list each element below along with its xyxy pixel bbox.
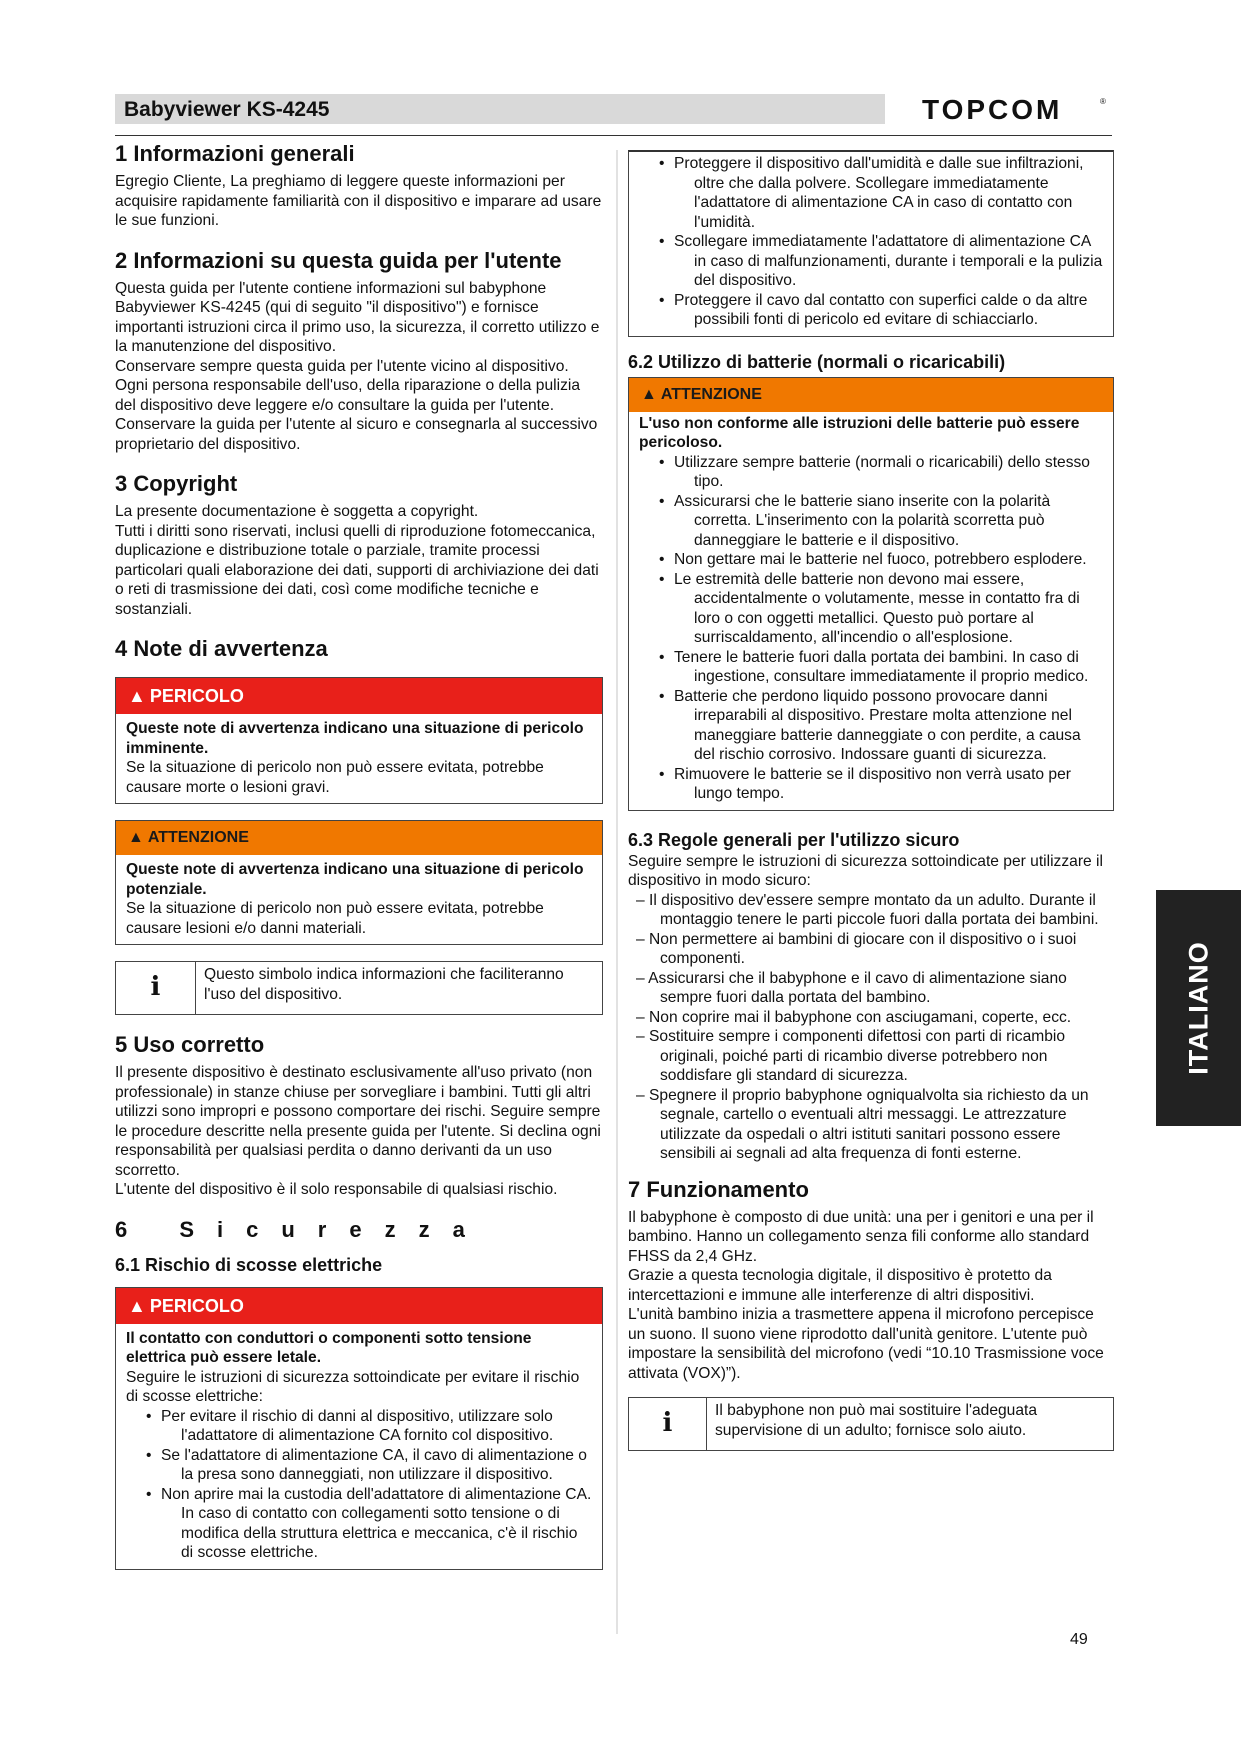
caution-bold-text: Queste note di avvertenza indicano una situazione di pericolo potenziale. [126,861,584,898]
section-4 [115,635,603,1015]
safe-use-list [628,891,1114,1164]
warning-triangle-icon: ▲ [128,686,146,706]
section-6-3-title: 6.3 Regole generali per l'utilizzo sicuro [628,829,960,850]
warning-triangle-icon: ▲ [641,385,657,403]
caution-text: Se la situazione di pericolo non può essere evitata, potrebbe causare lesioni e/o danni materiali. [126,900,544,937]
section-2-body-1: Questa guida per l'utente contiene informazioni sul babyphone Babyviewer KS-4245 (qui di seguito "il dispositivo") e fornisce importanti istruzioni circa il primo uso, la sicurezza, il corretto utilizzo e la manutenzione del dispositivo. [115,279,600,355]
list-item: – Non permettere ai bambini di giocare con il dispositivo o i suoi componenti. [636,930,1077,967]
section-3-title: 3 Copyright [115,471,238,496]
info-box [628,1397,1114,1451]
list-item: • Rimuovere le batterie se il dispositivo non verrà usato per lungo tempo. [659,765,1071,802]
danger-box [115,677,603,804]
section-4-title: 4 Note di avvertenza [115,636,328,661]
section-5-title: 5 Uso corretto [115,1032,265,1057]
battery-caution-box [628,377,1114,811]
section-1 [115,140,603,231]
caution-box [115,820,603,945]
list-item: • Utilizzare sempre batterie (normali o ricaricabili) dello stesso tipo. [659,453,1090,490]
battery-caution-bold: L'uso non conforme alle istruzioni delle batterie può essere pericoloso. [639,414,1080,451]
svg-text:TOPCOM: TOPCOM [922,94,1063,124]
section-5 [115,1031,603,1200]
electric-danger-list-continued [639,154,1103,330]
section-2 [115,247,603,455]
language-tab-label: ITALIANO [1183,941,1214,1075]
danger-label: PERICOLO [149,686,244,706]
caution-label: ATTENZIONE [147,829,249,846]
list-item: • Scollegare immediatamente l'adattatore di alimentazione CA in caso di malfunzionamenti, durante i temporali e la pulizia del dispositivo. [659,233,1103,289]
list-item: • Se l'adattatore di alimentazione CA, il cavo di alimentazione o la presa sono danneggiati, non utilizzare il dispositivo. [146,1446,587,1483]
section-3 [115,470,603,619]
electric-danger-box [115,1287,603,1570]
battery-caution-label: ATTENZIONE [660,385,762,403]
battery-caution-header [629,378,1113,412]
header-rule [115,135,1112,136]
section-7-title: 7 Funzionamento [628,1176,809,1202]
section-7 [628,1176,1114,1452]
list-item: – Assicurarsi che il babyphone e il cavo di alimentazione siano sempre fuori dalla portata del bambino. [636,969,1067,1006]
info-icon: i [116,962,196,1014]
electric-danger-header [116,1288,602,1324]
danger-body [116,714,602,803]
electric-danger-label: PERICOLO [149,1295,244,1316]
list-item: – Non coprire mai il babyphone con asciugamani, coperte, ecc. [636,1008,1072,1026]
section-7-body-1: Il babyphone è composto di due unità: una per i genitori e una per il bambino. Hanno un collegamento senza fili conforme allo standard FHSS da 2,4 GHz. [628,1208,1094,1265]
list-item: • Proteggere il dispositivo dall'umidità e dalle sue infiltrazioni, oltre che dalla polvere. Scollegare immediatamente l'adattatore di alimentazione CA in caso di contatto con l'umidità. [659,155,1084,231]
svg-text:®: ® [1100,97,1106,106]
danger-header [116,678,602,714]
electric-danger-list [126,1407,592,1563]
electric-danger-box-continued [628,150,1114,337]
info-box [115,961,603,1015]
list-item: • Le estremità delle batterie non devono mai essere, accidentalmente o volutamente, messe in contatto fra di loro o con oggetti metallici. Questo può portare al surriscaldamento, all'incendio o all'esplosione. [659,570,1080,646]
list-item: – Il dispositivo dev'essere sempre montato da un adulto. Durante il montaggio tenere le parti piccole fuori dalla portata dei bambini. [636,891,1099,928]
list-item: • Proteggere il cavo dal contatto con superfici calde o da altre possibili fonti di pericolo ed evitare di schiacciarlo. [659,291,1088,328]
electric-danger-body-continued [629,152,1113,336]
battery-list [639,453,1103,804]
section-3-body-1: La presente documentazione è soggetta a copyright. [115,503,479,520]
caution-header [116,821,602,855]
electric-danger-bold: Il contatto con conduttori o componenti sotto tensione elettrica può essere letale. [126,1329,532,1366]
list-item: • Batterie che perdono liquido possono provocare danni irreparabili al dispositivo. Prestare molta attenzione nel maneggiare batterie danneggiate o con perdite, a causa del rischio corrosivo. Indossare guanti di sicurezza. [659,687,1081,763]
electric-danger-text: Seguire le istruzioni di sicurezza sottoindicate per evitare il rischio di scosse elettriche: [126,1368,580,1405]
language-tab [1156,890,1241,1126]
section-7-body-3: L'unità bambino inizia a trasmettere appena il microfono percepisce un suono. Il suono viene riprodotto dall'unità genitore. L'utente può impostare la sensibilità del microfono (vedi “10.10 Trasmissione voce attivata (VOX)”). [628,1306,1104,1382]
electric-danger-body [116,1324,602,1569]
danger-text: Se la situazione di pericolo non può essere evitata, potrebbe causare morte o lesioni gravi. [126,759,544,796]
section-6-1-title: 6.1 Rischio di scosse elettriche [115,1254,383,1275]
right-column [628,150,1114,1467]
section-1-title: 1 Informazioni generali [115,141,355,166]
section-1-body: Egregio Cliente, La preghiamo di leggere queste informazioni per acquisire rapidamente familiarità con il dispositivo e imparare ad usare le sue funzioni. [115,173,602,229]
section-6 [115,1216,603,1570]
list-item: – Spegnere il proprio babyphone ogniqualvolta sia richiesto da un segnale, cartello o eventuali altri messaggi. Le attrezzature utilizzate da ospedali o altri istituti sanitari possono essere sensibili ai segnali ad alta frequenza di fonti esterne. [636,1086,1089,1162]
section-5-body-2: L'utente del dispositivo è il solo responsabile di qualsiasi rischio. [115,1181,558,1198]
left-column [115,140,603,1586]
warning-triangle-icon: ▲ [128,1295,146,1316]
list-item: • Assicurarsi che le batterie siano inserite con la polarità corretta. L'inserimento con la polarità scorretta può danneggiare le batterie e il dispositivo. [659,492,1051,549]
section-3-body-2: Tutti i diritti sono riservati, inclusi quelli di riproduzione fotomeccanica, duplicazione e distribuzione totale o parziale, tramite processi particolari quali elaborazione dei dati, supporti di archiviazione dei dati o reti di trasmissione dei dati, così come modifiche tecniche e sostanziali. [115,522,599,618]
caution-body [116,855,602,944]
section-7-body-2: Grazie a questa tecnologia digitale, il dispositivo è protetto da intercettazioni e immune alle interferenze di altri dispositivi. [628,1267,1052,1304]
danger-bold-text: Queste note di avvertenza indicano una situazione di pericolo imminente. [126,720,584,757]
section-6-2-title: 6.2 Utilizzo di batterie (normali o ricaricabili) [628,351,1006,372]
info-icon: i [629,1398,707,1450]
list-item: • Per evitare il rischio di danni al dispositivo, utilizzare solo l'adattatore di alimentazione CA fornito col dispositivo. [146,1407,554,1444]
info-text: Questo simbolo indica informazioni che faciliteranno l'uso del dispositivo. [204,966,564,1003]
section-6-3 [628,829,1114,1164]
section-5-body-1: Il presente dispositivo è destinato esclusivamente all'uso privato (non professionale) in stanze chiuse per sorvegliare i bambini. Tutti gli altri utilizzi sono impropri e possono comportare dei rischi. Seguire sempre le procedure descritte nella presente guida per l'utente. Si declina ogni responsabilità per qualsiasi perdita o danno derivanti da un uso scorretto. [115,1064,601,1179]
topcom-logo [922,94,1112,124]
info-text: Il babyphone non può mai sostituire l'adeguata supervisione di un adulto; fornisce solo aiuto. [715,1402,1038,1439]
warning-triangle-icon: ▲ [128,829,144,846]
battery-caution-body [629,412,1113,810]
section-6-3-intro: Seguire sempre le istruzioni di sicurezza sottoindicate per utilizzare il dispositivo in modo sicuro: [628,852,1103,889]
page-number: 49 [1070,1631,1088,1648]
list-item: • Non gettare mai le batterie nel fuoco, potrebbero esplodere. [659,551,1087,568]
column-divider [616,150,618,1634]
list-item: – Sostituire sempre i componenti difettosi con parti di ricambio originali, poiché parti di ricambio diverse potrebbero non soddisfare gli standard di sicurezza. [636,1028,1066,1084]
doc-title: Babyviewer KS-4245 [124,98,330,121]
list-item: • Non aprire mai la custodia dell'adattatore di alimentazione CA. In caso di contatto con collegamenti sotto tensione o di modifica della struttura elettrica e meccanica, c'è il rischio di scosse elettriche. [146,1485,592,1561]
section-2-title: 2 Informazioni su questa guida per l'utente [115,247,562,273]
list-item: • Tenere le batterie fuori dalla portata dei bambini. In caso di ingestione, consultare immediatamente il proprio medico. [659,648,1089,685]
section-6-title: 6 Sicurezza [115,1216,488,1242]
section-2-body-2: Conservare sempre questa guida per l'utente vicino al dispositivo. Ogni persona responsabile dell'uso, della riparazione o della pulizia del dispositivo deve leggere e/o consultare la guida per l'utente. Conservare la guida per l'utente al sicuro e consegnarla al successivo proprietario del dispositivo. [115,357,598,453]
